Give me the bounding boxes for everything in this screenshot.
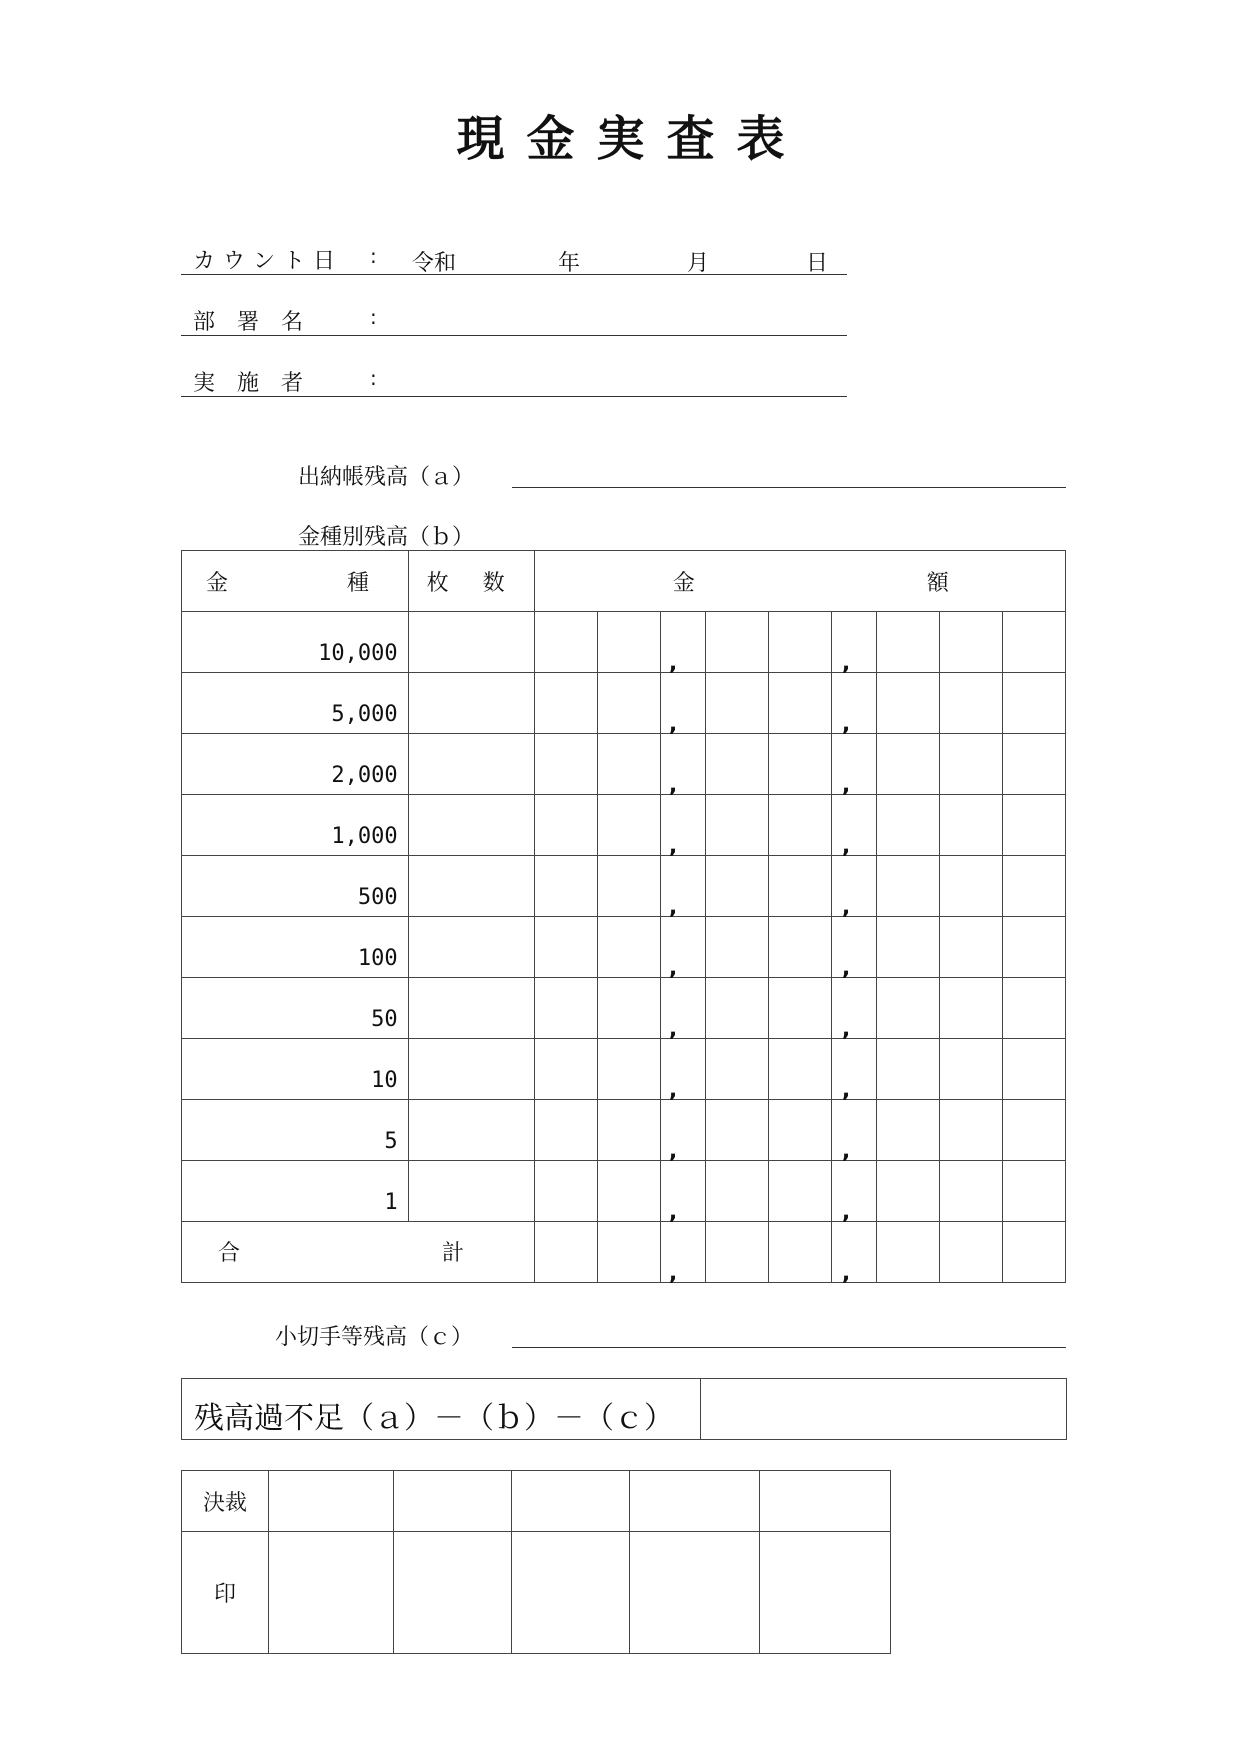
- amount-digit-cell[interactable]: [1002, 917, 1065, 978]
- total-char2: 計: [442, 1241, 465, 1266]
- seal-cell[interactable]: [394, 1532, 512, 1654]
- table-row: [182, 673, 1066, 734]
- amount-digit-cell[interactable]: [597, 856, 660, 917]
- thousands-separator: ,: [841, 1200, 851, 1225]
- amount-digit-cell[interactable]: [768, 1100, 831, 1161]
- amount-digit-cell[interactable]: [597, 1039, 660, 1100]
- amount-digit-cell[interactable]: [1002, 856, 1065, 917]
- thousands-separator: ,: [841, 956, 851, 981]
- thousands-separator: ,: [841, 1139, 851, 1164]
- amount-digit-cell[interactable]: [1002, 612, 1065, 673]
- denomination-value: 2,000: [182, 734, 409, 795]
- thousands-separator: ,: [668, 834, 678, 859]
- amount-digit-cell[interactable]: [939, 1100, 1002, 1161]
- approver-cell[interactable]: [630, 1471, 760, 1532]
- approver-cell[interactable]: [760, 1471, 891, 1532]
- amount-digit-cell[interactable]: [876, 1161, 939, 1222]
- amount-digit-cell[interactable]: [660, 612, 705, 676]
- total-digit-cell[interactable]: [939, 1222, 1002, 1283]
- amount-digit-cell[interactable]: [597, 978, 660, 1039]
- amount-digit-cell[interactable]: [876, 1100, 939, 1161]
- thousands-separator: ,: [668, 1078, 678, 1103]
- table-row: [182, 917, 1066, 978]
- table-row: [182, 1161, 1066, 1222]
- amount-digit-cell[interactable]: [705, 612, 768, 673]
- amount-digit-cell[interactable]: [1002, 1039, 1065, 1100]
- header-count-char2: 数: [482, 571, 505, 596]
- approver-cell[interactable]: [394, 1471, 512, 1532]
- amount-digit-cell[interactable]: [831, 795, 876, 859]
- count-cell[interactable]: [408, 978, 534, 1039]
- table-header-row: [182, 551, 1066, 612]
- amount-digit-cell[interactable]: [1002, 978, 1065, 1039]
- colon: :: [370, 366, 377, 390]
- thousands-separator: ,: [841, 1078, 851, 1103]
- amount-digit-cell[interactable]: [939, 673, 1002, 734]
- book-balance-field[interactable]: [512, 487, 1066, 488]
- header-amount: [534, 551, 1065, 612]
- colon: :: [370, 244, 377, 268]
- amount-digit-cell[interactable]: [534, 856, 597, 917]
- amount-digit-cell[interactable]: [768, 1039, 831, 1100]
- table-row: [182, 856, 1066, 917]
- amount-digit-cell[interactable]: [768, 734, 831, 795]
- amount-digit-cell[interactable]: [660, 917, 705, 981]
- thousands-separator: ,: [668, 1200, 678, 1225]
- thousands-separator: ,: [841, 651, 851, 676]
- amount-digit-cell[interactable]: [705, 1161, 768, 1222]
- amount-digit-cell[interactable]: [939, 795, 1002, 856]
- year-label: 年: [558, 251, 581, 276]
- amount-digit-cell[interactable]: [660, 856, 705, 920]
- denomination-value: 1,000: [182, 795, 409, 856]
- seal-cell[interactable]: [512, 1532, 630, 1654]
- denomination-value: 10: [182, 1039, 409, 1100]
- thousands-separator: ,: [668, 651, 678, 676]
- thousands-separator: ,: [668, 773, 678, 798]
- amount-digit-cell[interactable]: [831, 612, 876, 676]
- table-row: [182, 795, 1066, 856]
- thousands-separator: ,: [668, 956, 678, 981]
- amount-digit-cell[interactable]: [939, 1161, 1002, 1222]
- amount-digit-cell[interactable]: [705, 917, 768, 978]
- count-cell[interactable]: [408, 612, 534, 673]
- thousands-separator: ,: [668, 712, 678, 737]
- amount-digit-cell[interactable]: [705, 795, 768, 856]
- discrepancy-value-cell[interactable]: [701, 1379, 1067, 1440]
- count-cell[interactable]: [408, 856, 534, 917]
- count-cell[interactable]: [408, 1039, 534, 1100]
- thousands-separator: ,: [841, 1261, 851, 1286]
- seal-label: 印: [182, 1532, 269, 1654]
- amount-digit-cell[interactable]: [939, 612, 1002, 673]
- amount-digit-cell[interactable]: [597, 1161, 660, 1222]
- amount-digit-cell[interactable]: [597, 673, 660, 734]
- amount-digit-cell[interactable]: [660, 978, 705, 1042]
- amount-digit-cell[interactable]: [876, 673, 939, 734]
- count-cell[interactable]: [408, 1100, 534, 1161]
- denomination-value: 100: [182, 917, 409, 978]
- amount-digit-cell[interactable]: [768, 673, 831, 734]
- amount-digit-cell[interactable]: [1002, 1100, 1065, 1161]
- department-field[interactable]: [181, 335, 847, 336]
- amount-digit-cell[interactable]: [768, 1161, 831, 1222]
- amount-digit-cell[interactable]: [831, 673, 876, 737]
- count-date-field[interactable]: [181, 274, 847, 275]
- discrepancy-label: 残高過不足（ａ）－（ｂ）－（ｃ）: [182, 1379, 701, 1440]
- amount-digit-cell[interactable]: [1002, 1161, 1065, 1222]
- total-row: [182, 1222, 1066, 1283]
- executor-field[interactable]: [181, 396, 847, 397]
- discrepancy-table: [181, 1378, 1067, 1440]
- denomination-value: 500: [182, 856, 409, 917]
- month-label: 月: [687, 251, 710, 276]
- header-denomination: [182, 551, 409, 612]
- amount-digit-cell[interactable]: [660, 795, 705, 859]
- amount-digit-cell[interactable]: [831, 1161, 876, 1225]
- amount-digit-cell[interactable]: [534, 1100, 597, 1161]
- amount-digit-cell[interactable]: [831, 917, 876, 981]
- amount-digit-cell[interactable]: [939, 1039, 1002, 1100]
- amount-digit-cell[interactable]: [534, 612, 597, 673]
- amount-digit-cell[interactable]: [705, 1039, 768, 1100]
- amount-digit-cell[interactable]: [660, 1161, 705, 1225]
- thousands-separator: ,: [841, 895, 851, 920]
- count-cell[interactable]: [408, 917, 534, 978]
- amount-digit-cell[interactable]: [1002, 673, 1065, 734]
- amount-digit-cell[interactable]: [876, 978, 939, 1039]
- total-digit-cell[interactable]: [768, 1222, 831, 1283]
- denomination-value: 50: [182, 978, 409, 1039]
- thousands-separator: ,: [841, 773, 851, 798]
- amount-digit-cell[interactable]: [939, 856, 1002, 917]
- amount-digit-cell[interactable]: [831, 1039, 876, 1103]
- era-label: 令和: [412, 251, 457, 276]
- thousands-separator: ,: [668, 1139, 678, 1164]
- thousands-separator: ,: [841, 834, 851, 859]
- amount-digit-cell[interactable]: [705, 1100, 768, 1161]
- approver-cell[interactable]: [512, 1471, 630, 1532]
- denomination-value: 1: [182, 1161, 409, 1222]
- header-count-char1: 枚: [426, 571, 449, 596]
- amount-digit-cell[interactable]: [660, 734, 705, 798]
- amount-digit-cell[interactable]: [876, 1039, 939, 1100]
- amount-digit-cell[interactable]: [705, 978, 768, 1039]
- amount-digit-cell[interactable]: [768, 612, 831, 673]
- approval-table: [181, 1470, 891, 1654]
- denomination-value: 5,000: [182, 673, 409, 734]
- executor-label: 実 施 者: [193, 371, 304, 396]
- header-amount-char2: 額: [926, 571, 949, 596]
- thousands-separator: ,: [841, 712, 851, 737]
- amount-digit-cell[interactable]: [939, 734, 1002, 795]
- amount-digit-cell[interactable]: [939, 978, 1002, 1039]
- amount-digit-cell[interactable]: [597, 734, 660, 795]
- amount-digit-cell[interactable]: [597, 612, 660, 673]
- total-digit-cell[interactable]: [597, 1222, 660, 1283]
- amount-digit-cell[interactable]: [768, 856, 831, 917]
- total-char1: 合: [218, 1241, 241, 1266]
- amount-digit-cell[interactable]: [705, 673, 768, 734]
- seal-cell[interactable]: [630, 1532, 760, 1654]
- amount-digit-cell[interactable]: [660, 1039, 705, 1103]
- amount-digit-cell[interactable]: [876, 917, 939, 978]
- table-row: [182, 734, 1066, 795]
- amount-digit-cell[interactable]: [534, 734, 597, 795]
- amount-digit-cell[interactable]: [831, 978, 876, 1042]
- amount-digit-cell[interactable]: [768, 795, 831, 856]
- thousands-separator: ,: [668, 1261, 678, 1286]
- amount-digit-cell[interactable]: [1002, 795, 1065, 856]
- amount-digit-cell[interactable]: [534, 673, 597, 734]
- book-balance-label: 出納帳残高（ａ）: [298, 465, 475, 490]
- header-denomination-char2: 種: [347, 571, 370, 596]
- header-amount-char1: 金: [672, 571, 695, 596]
- seal-cell[interactable]: [760, 1532, 891, 1654]
- count-cell[interactable]: [408, 795, 534, 856]
- amount-digit-cell[interactable]: [831, 1100, 876, 1164]
- denomination-balance-label: 金種別残高（ｂ）: [298, 525, 475, 550]
- colon: :: [370, 305, 377, 329]
- total-digit-cell[interactable]: [534, 1222, 597, 1283]
- thousands-separator: ,: [668, 895, 678, 920]
- table-row: [182, 1039, 1066, 1100]
- count-cell[interactable]: [408, 734, 534, 795]
- table-row: [182, 612, 1066, 673]
- count-cell[interactable]: [408, 673, 534, 734]
- amount-digit-cell[interactable]: [597, 1100, 660, 1161]
- decision-label: 決裁: [182, 1471, 269, 1532]
- amount-digit-cell[interactable]: [831, 734, 876, 798]
- amount-digit-cell[interactable]: [534, 795, 597, 856]
- amount-digit-cell[interactable]: [876, 795, 939, 856]
- amount-digit-cell[interactable]: [705, 856, 768, 917]
- amount-digit-cell[interactable]: [660, 1100, 705, 1164]
- table-row: [182, 1100, 1066, 1161]
- page-title: 現金実査表: [456, 111, 807, 167]
- amount-digit-cell[interactable]: [768, 978, 831, 1039]
- amount-digit-cell[interactable]: [660, 673, 705, 737]
- amount-digit-cell[interactable]: [597, 917, 660, 978]
- amount-digit-cell[interactable]: [876, 856, 939, 917]
- check-balance-field[interactable]: [512, 1347, 1066, 1348]
- thousands-separator: ,: [668, 1017, 678, 1042]
- day-label: 日: [806, 251, 829, 276]
- check-balance-label: 小切手等残高（ｃ）: [275, 1325, 474, 1350]
- total-label: [182, 1222, 535, 1283]
- total-digit-cell[interactable]: [831, 1222, 876, 1286]
- count-date-label: カウント日: [193, 249, 344, 274]
- amount-digit-cell[interactable]: [534, 978, 597, 1039]
- amount-digit-cell[interactable]: [597, 795, 660, 856]
- denomination-value: 10,000: [182, 612, 409, 673]
- total-digit-cell[interactable]: [1002, 1222, 1065, 1283]
- approver-cell[interactable]: [269, 1471, 394, 1532]
- amount-digit-cell[interactable]: [534, 1039, 597, 1100]
- thousands-separator: ,: [841, 1017, 851, 1042]
- seal-cell[interactable]: [269, 1532, 394, 1654]
- header-denomination-char1: 金: [206, 571, 229, 596]
- amount-digit-cell[interactable]: [831, 856, 876, 920]
- amount-digit-cell[interactable]: [768, 917, 831, 978]
- header-count: [408, 551, 534, 612]
- total-digit-cell[interactable]: [660, 1222, 705, 1286]
- amount-digit-cell[interactable]: [939, 917, 1002, 978]
- department-label: 部 署 名: [193, 310, 304, 335]
- count-cell[interactable]: [408, 1161, 534, 1222]
- denomination-value: 5: [182, 1100, 409, 1161]
- amount-digit-cell[interactable]: [876, 734, 939, 795]
- table-row: [182, 978, 1066, 1039]
- amount-digit-cell[interactable]: [705, 734, 768, 795]
- amount-digit-cell[interactable]: [876, 612, 939, 673]
- amount-digit-cell[interactable]: [534, 917, 597, 978]
- denomination-table: [181, 550, 1066, 1286]
- amount-digit-cell[interactable]: [1002, 734, 1065, 795]
- total-digit-cell[interactable]: [705, 1222, 768, 1283]
- total-digit-cell[interactable]: [876, 1222, 939, 1283]
- amount-digit-cell[interactable]: [534, 1161, 597, 1222]
